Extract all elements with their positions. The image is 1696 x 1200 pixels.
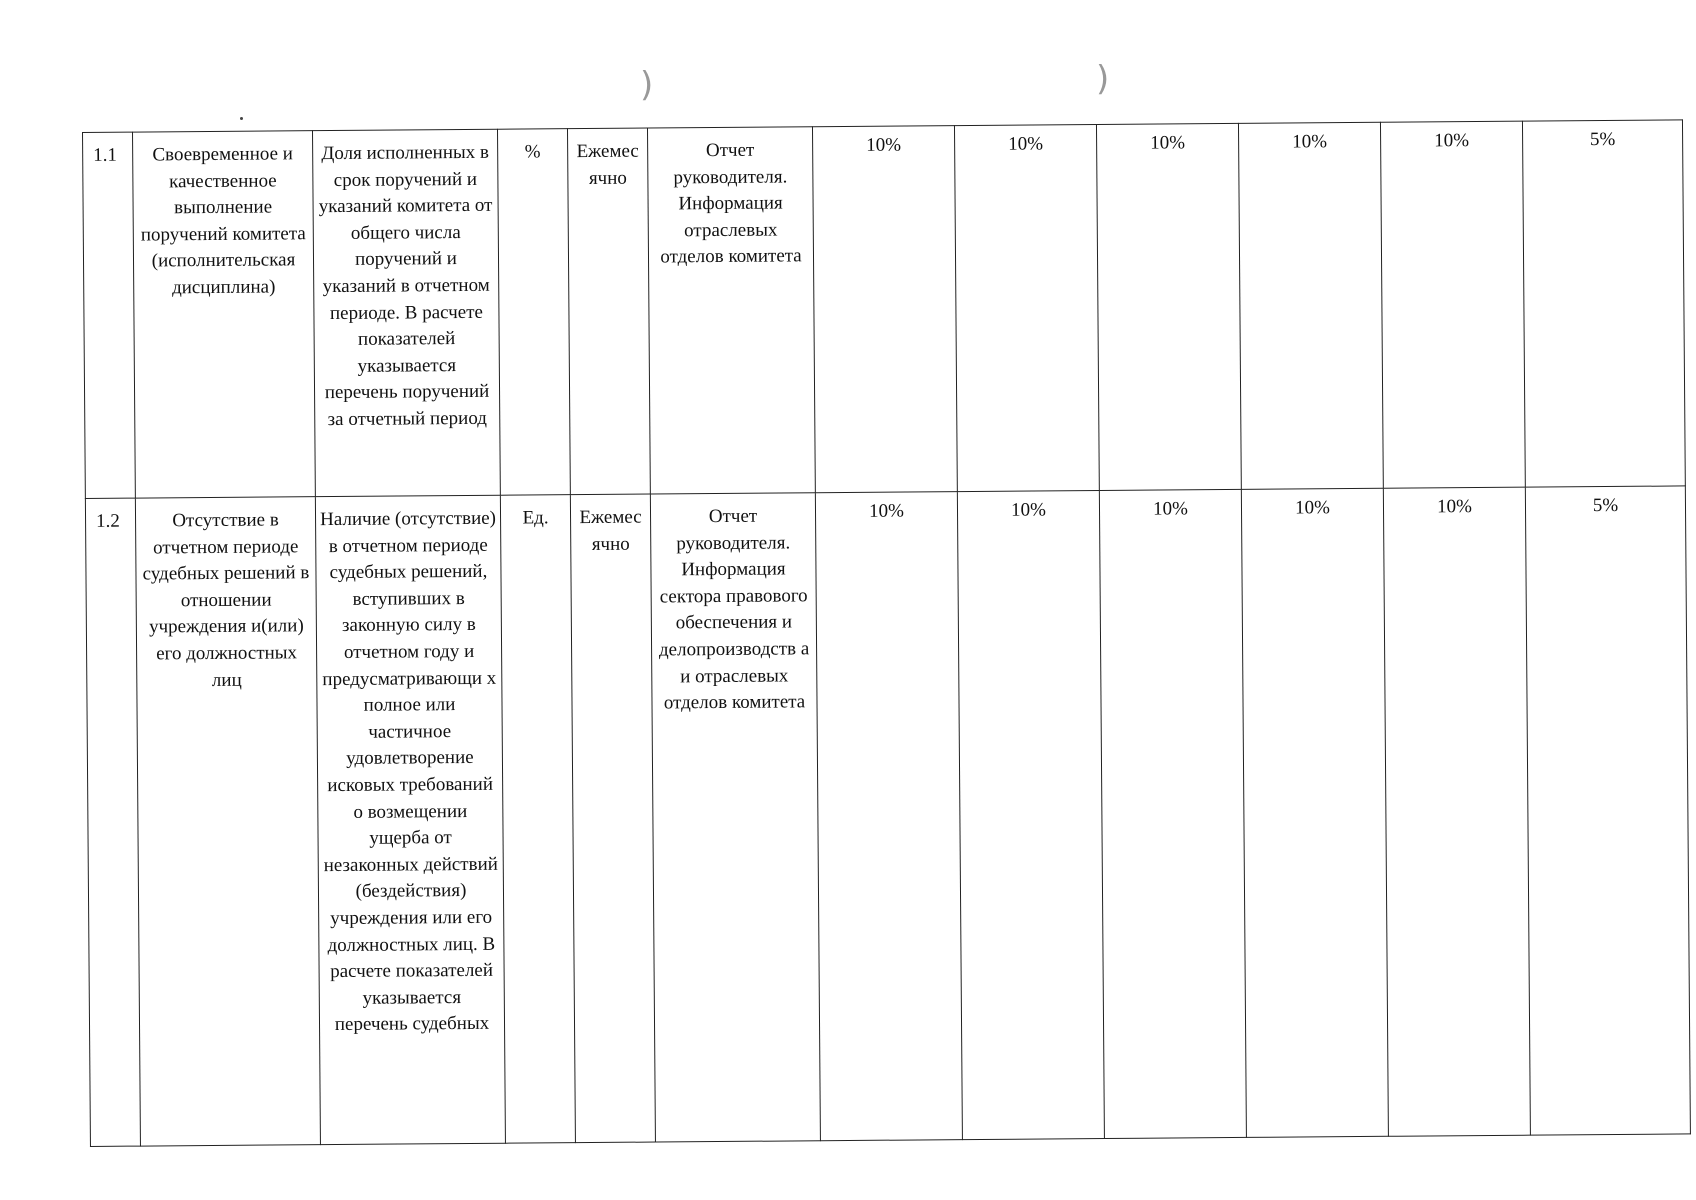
row-number: 1.2	[85, 498, 140, 1146]
percentage-value: 10%	[1241, 488, 1388, 1137]
information-source: Отчет руководителя. Информация сектора правового обеспечения и делопроизводств а и отраслевых отделов комитета	[650, 493, 820, 1142]
criteria-table-container	[82, 119, 1690, 1146]
frequency: Ежемес ячно	[570, 494, 655, 1143]
scan-artifact-bracket-right: )	[1096, 59, 1110, 99]
percentage-value: 10%	[1380, 121, 1525, 488]
table-row	[83, 120, 1686, 499]
frequency: Ежемес ячно	[567, 128, 650, 495]
criteria-table	[82, 119, 1691, 1147]
indicator-name: Отсутствие в отчетном периоде судебных решений в отношении учреждения и(или) его должностных лиц	[135, 497, 320, 1146]
percentage-value: 5%	[1525, 486, 1690, 1135]
unit-of-measure: %	[497, 129, 570, 496]
percentage-value: 10%	[1238, 122, 1383, 489]
unit-of-measure: Ед.	[500, 495, 575, 1144]
percentage-value: 5%	[1522, 120, 1685, 487]
percentage-value: 10%	[815, 492, 962, 1141]
scan-artifact-dot	[240, 117, 243, 120]
percentage-value: 10%	[812, 126, 957, 493]
percentage-value: 10%	[957, 491, 1104, 1140]
scan-artifact-bracket-left: )	[640, 65, 654, 105]
row-number: 1.1	[83, 132, 136, 498]
information-source: Отчет руководителя. Информация отраслевых отделов комитета	[647, 127, 815, 494]
table-row	[85, 486, 1690, 1147]
percentage-value: 10%	[1383, 487, 1530, 1136]
percentage-value: 10%	[954, 125, 1099, 492]
percentage-value: 10%	[1096, 123, 1241, 490]
indicator-name: Своевременное и качественное выполнение поручений комитета (исполнительская дисциплина)	[133, 131, 316, 498]
indicator-description: Доля исполненных в срок поручений и указаний комитета от общего числа поручений и указаний в отчетном периоде. В расчете показателей указывается перечень поручений за отчетный период	[312, 129, 500, 496]
percentage-value: 10%	[1099, 489, 1246, 1138]
indicator-description: Наличие (отсутствие) в отчетном периоде судебных решений, вступивших в законную силу в отчетном году и предусматривающи х полное или частичное удовлетворение исковых требований о возмещении ущерба от незаконных действий (бездействия) учреждения или его должностных лиц. В расчете показателей указывается перечень судебных	[315, 495, 505, 1144]
